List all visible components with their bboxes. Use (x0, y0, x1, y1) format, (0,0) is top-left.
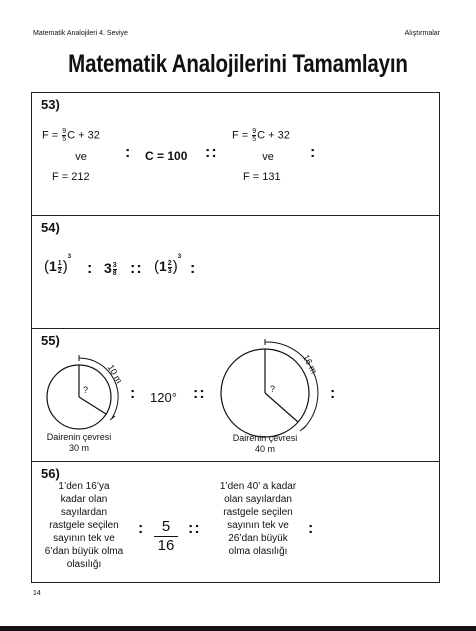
caption-right: Dairenin çevresi 40 m (232, 433, 298, 454)
colon: : (310, 144, 316, 161)
term-a: (1 $\frac{1}{2}$ )$^3$ (44, 254, 72, 275)
question-53 (31, 92, 440, 216)
page-title: Matematik Analojilerini Tamamlayın (68, 50, 408, 78)
double-colon: :: (193, 385, 206, 402)
arc-length-left: 10 m (105, 362, 125, 386)
middle-angle: 120° (150, 390, 177, 405)
running-header-right: Alıştırmalar (404, 30, 440, 37)
unknown-angle-left: ? (83, 385, 89, 395)
arc-length-right: 16 m (300, 352, 320, 376)
colon: : (308, 520, 314, 537)
question-54 (31, 215, 440, 329)
double-colon: :: (205, 144, 218, 161)
colon: : (330, 385, 336, 402)
bottom-bar (0, 626, 476, 631)
colon: : (190, 260, 196, 277)
question-number: 53) (41, 97, 60, 112)
question-number: 56) (41, 466, 60, 481)
text-right: 1’den 40’ a kadar olan sayılardan rastgele seçilen sayının tek ve 26’dan büyük olma olasılığı (219, 481, 297, 557)
formula-right: F = $\frac{9}{5}$ C + 32 (232, 128, 290, 143)
formula-left: F = $\frac{9}{5}$ C + 32 (42, 128, 100, 143)
colon: : (130, 385, 136, 402)
colon: : (87, 260, 93, 277)
circle-figure-left (42, 351, 142, 436)
value-left: F = 212 (52, 171, 90, 183)
double-colon: :: (130, 260, 143, 277)
question-55 (31, 328, 440, 462)
value-right: F = 131 (243, 171, 281, 183)
and-right: ve (262, 151, 274, 163)
caption-left: Dairenin çevresi 30 m (46, 432, 112, 453)
fraction: $\frac{9}{5}$ (252, 128, 257, 143)
double-colon: :: (188, 520, 201, 537)
fraction: $\frac{9}{5}$ (62, 128, 67, 143)
running-header-left: Matematik Analojileri 4. Seviye (33, 30, 128, 37)
question-56 (31, 461, 440, 583)
text-left: 1’den 16’ya kadar olan sayılardan rastgele seçilen sayının tek ve 6’dan büyük olma olasılığı (44, 481, 124, 570)
term-b: 3 $\frac{3}{8}$ (104, 260, 117, 277)
and-left: ve (75, 151, 87, 163)
unknown-angle-right: ? (270, 384, 276, 394)
question-number: 54) (41, 220, 60, 235)
page-number: 14 (33, 590, 41, 597)
probability-fraction: $\frac{5}{16}$ (154, 518, 178, 554)
middle-term: C = 100 (145, 149, 188, 163)
question-number: 55) (41, 333, 60, 348)
colon: : (138, 520, 144, 537)
term-c: (1 $\frac{2}{3}$ )$^3$ (154, 254, 182, 275)
colon: : (125, 144, 131, 161)
